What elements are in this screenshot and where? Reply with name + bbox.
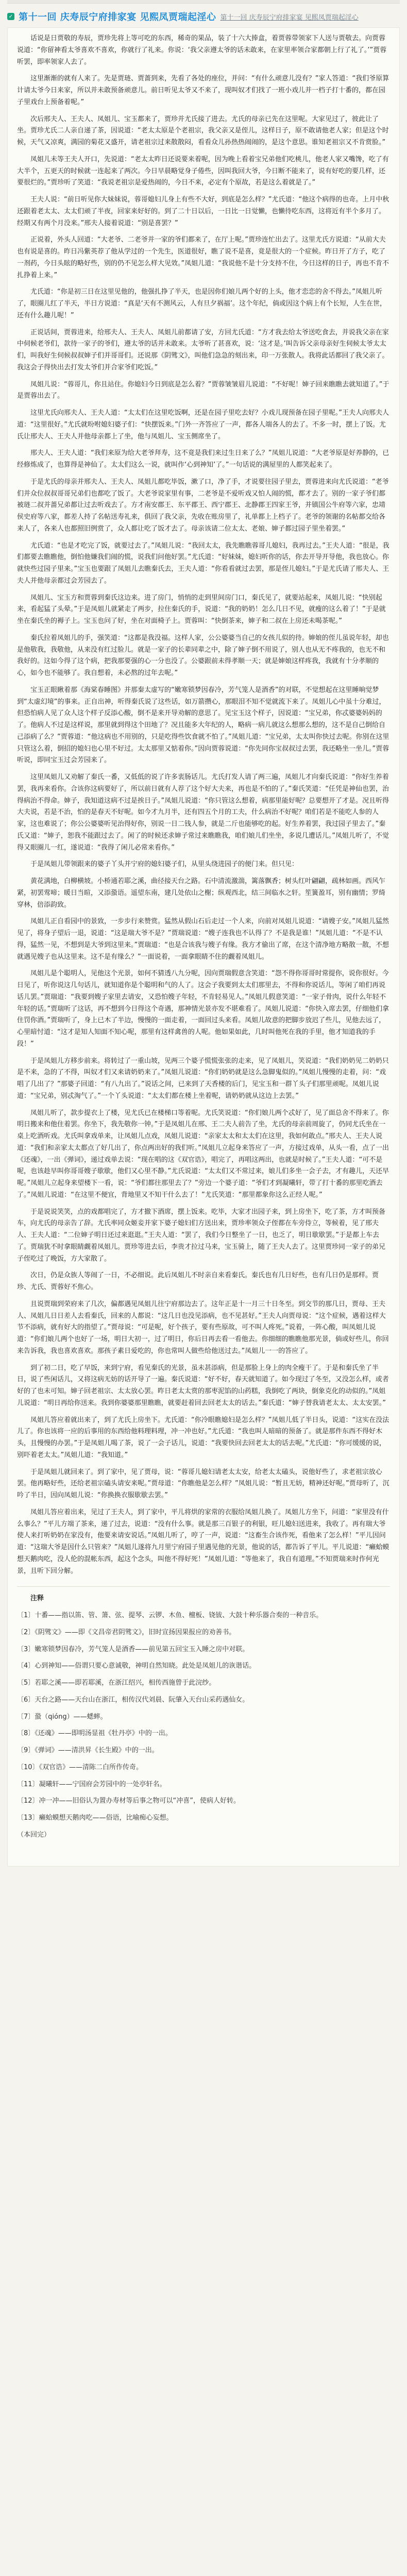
note-item: 〔2〕《阴骘文》——即《文昌帝君阴骘文》，旧时宣扬因果报应的劝善书。 xyxy=(17,1628,236,1636)
paragraph: 黄花满地，白柳横坡。小桥通若耶之溪，曲径接天台之路。石中清流激湍，篱落飘香；树头红叶翩翩，疏林如画。西风乍紧，初罢莺啼；暖日当暄，又添蛩语。遥望东南，建几处依山之榭；纵观西北，结三间临水之轩。笙簧盈耳，别有幽情；罗绮穿林，倍添韵致。 xyxy=(17,877,386,909)
paragraph: 尤氏道：“也是才吃完了饭，就要过去了。”凤姐儿说：“我回太太，我先瞧瞧蓉哥儿媳妇，我再过去。”王夫人道：“很是，我们都要去瞧瞧他，倒怕他嫌我们闹的慌，说我们问他好罢。”尤氏道：“好妹妹，媳妇听你的话，你去开导开导他，我也放心。你就快些过园子里来。”宝玉也要跟了凤姐儿去瞧秦氏去，王夫人道：“你看看就过去罢，那是侄儿媳妇。”于是尤氏请了邢夫人、王夫人并他母亲都过会芳园去了。 xyxy=(17,541,389,585)
paragraph: 这里凤姐儿又劝解了秦氏一番，又低低的说了许多衷肠话儿。尤氏打发人请了两三遍，凤姐儿才向秦氏说道：“你好生养着罢，我再来看你。合该你这病要好了，所以前日就有人荐了这个好大夫来，再也是不怕的了。”秦氏笑道：“任凭是神仙也罢，治得病治不得命。婶子，我知道这病不过是挨日子。”凤姐儿说道：“你只管这么想着，病那里能好呢？总要想开了才是。况且听得大夫说，若是不治，怕的是春天不好呢。如今才九月半，还有四五个月的工夫，什么病治不好呢？咱们若是不能吃人参的人家，这也难说了；你公公婆婆听见治得好你，别说一日二钱人参，就是二斤也能够吃的起。好生养着罢，我过园子里去了。”秦氏又道：“婶子，恕我不能跟过去了。闲了的时候还求婶子常过来瞧瞧我，咱们娘儿们坐坐，多说几遭话儿。”凤姐儿听了，不觉得又眼圈儿一红，遂说道：“我得了闲儿必常来看你。” xyxy=(17,773,389,852)
paragraph: 且说贾瑞到荣府来了几次，偏都遇见凤姐儿往宁府那边去了。这年正是十一月三十日冬至。到交节的那几日，贾母、王夫人、凤姐儿日日差人去看秦氏，回来的人都说：“这几日也没见添病，也不见甚好。”王夫人向贾母说：“这个症候，遇着这样大节不添病，就有好大的指望了。”贾母说：“可是呢，好个孩子，要有些原故，可不叫人疼死。”说着，一阵心酸，叫凤姐儿说道：“你们娘儿两个也好了一场，明日大初一，过了明日，你后日再去看一看他去。你细细的瞧瞧他那光景，倘或好些儿，你回来告诉我，我也喜欢喜欢。那孩子素日爱吃的，你也常叫人做些给他送过去。”凤姐儿一一的答应了。 xyxy=(17,1300,389,1355)
notes-list xyxy=(17,1610,390,1824)
divider xyxy=(17,1586,390,1587)
paragraph: 凤姐儿是个聪明人，见他这个光景，如何不猜透八九分呢，因向贾瑞假意含笑道：“怨不得你哥哥时常提你，说你很好。今日见了，听你说这几句话儿，就知道你是个聪明和气的人了。这会子我要到太太们那里去，不得和你说话儿，等闲了咱们再说话儿罢。”贾瑞道：“我要到嫂子家里去请安，又恐怕嫂子年轻，不肯轻易见人。”凤姐儿假意笑道：“一家子骨肉，说什么年轻不年轻的话。”贾瑞听了这话，再不想到今日得这个奇遇，那神情光景亦发不堪难看了。凤姐儿说道：“你快入席去罢，仔细他们拿住罚你酒。”贾瑞听了，身上已木了半边，慢慢的一面走着，一面回过头来看。凤姐儿故意的把脚步放迟了些儿，见他去远了，心里暗忖道：“这才是知人知面不知心呢，那里有这样禽兽的人呢。他如果如此，几时叫他死在我的手里，他才知道我的手段！” xyxy=(17,970,389,1048)
chapter-link[interactable]: 第十一回 庆寿辰宁府排家宴 见熙凤贾瑞起淫心 xyxy=(220,13,359,22)
title-check-icon: ✓ xyxy=(7,13,14,20)
note-item: 〔13〕癞蛤蟆想天鹅肉吃——俗语，比喻痴心妄想。 xyxy=(17,1814,173,1822)
paragraph: 凤姐儿答应着出来，见过了王夫人，到了家中，平儿将烘的家常的衣服给凤姐儿换了。凤姐儿方坐下，问道：“家里没有什么事么？”平儿方端了茶来，递了过去，说道：“没有什么事。就是那三百银子的利银，旺儿媳妇送进来，我收了。再有瑞大爷使人来打听奶奶在家没有，他要来请安说话。”凤姐儿听了，哼了一声，说道：“这畜生合该作死，看他来了怎么样！”平儿因问道：“这瑞大爷是因什么只管来？”凤姐儿遂将九月里宁府园子里遇见他的光景，他说的话，都告诉了平儿。平儿说道：“癞蛤蟆想天鹅肉吃，没人伦的混帐东西，起这个念头，叫他不得好死！”凤姐儿道：“等他来了，我自有道理。”不知贾瑞来时作何光景，且听下回分解。 xyxy=(17,1508,389,1575)
paragraph: 于是凤姐儿就回来了。到了家中，见了贾母，说：“蓉哥儿媳妇请老太太安，给老太太磕头，说他好些了，求老祖宗放心罢。他再略好些，还给老祖宗磕头请安来呢。”贾母道：“你瞧他是怎么样？”凤姐儿说：“暂且无妨，精神还好呢。”贾母听了，沉吟了半日，因向凤姐儿说：“你换换衣服歇歇去罢。” xyxy=(17,1468,389,1499)
paragraph: 凤姐儿、宝玉方和贾蓉到秦氏这边来。进了房门，悄悄的走到里间房门口，秦氏见了，就要站起来，凤姐儿说：“快别起来，看起猛了头晕。”于是凤姐儿就紧走了两步，拉住秦氏的手，说道：“我的奶奶！怎么几日不见，就瘦的这么着了！”于是就坐在秦氏坐的褥子上。宝玉也问了好，坐在对面椅子上。贾蓉叫：“快倒茶来，婶子和二叔在上房还未喝茶呢。” xyxy=(17,594,386,625)
paragraph: 凤姐儿正自看园中的景致，一步步行来赞赏。猛然从假山石后走过一个人来，向前对凤姐儿说道：“请嫂子安。”凤姐儿猛然见了，将身子望后一退，说道：“这是瑞大爷不是？”贾瑞说道：“嫂子连我也不认得了？不是我是谁！”凤姐儿道：“不是不认得，猛然一见，不想到是大爷到这里来。”贾瑞道：“也是合该我与嫂子有缘。我方才偷出了席，在这个清净地方略散一散，不想就遇见嫂子也从这里来。这不是有缘么？”一面说着，一面拿眼睛不住的觑着凤姐儿。 xyxy=(17,918,389,961)
notes-title: 注释 xyxy=(30,1595,44,1603)
note-item: 〔11〕凝曦轩——宁国府会芳园中的一处亭轩名。 xyxy=(17,1780,166,1788)
paragraph: 凤姐儿听了，款步提衣上了楼，见尤氏已在楼梯口等着呢。尤氏笑说道：“你们娘儿两个忒好了，见了面总舍不得来了。你明日搬来和他住着罢。你坐下，我先敬你一钟。”于是凤姐儿在邢、王二夫人前告了坐，尤氏的母亲前周旋了，仍同尤氏坐在一桌上吃酒听戏。尤氏叫拿戏单来，让凤姐儿点戏，凤姐儿说道：“亲家太太和太太们在这里，我如何敢点。”邢夫人、王夫人说道：“我们和亲家太太都点了好几出了，你点两出好的我们听。”凤姐儿立起身来答应了一声，方接过戏单，从头一看，点了一出《还魂》，一出《弹词》，递过戏单去说：“现在唱的这《双官诰》，唱完了，再唱这两出，也就是时候了。”王夫人道：“可不是呢，也该趁早叫你哥哥嫂子歇歇，他们又心里不静。”尤氏说道：“太太们又不常过来，娘儿们多坐一会子去，才有趣儿，天还早呢。”凤姐儿立起身来望楼下一看，说：“爷们都往那里去了？”旁边一个婆子道：“爷们才到凝曦轩，带了打十番的那里吃酒去了。”凤姐儿说道：“在这里不便宜，背地里又不知干什么去了！”尤氏笑道：“那里都象你这么正经人呢。” xyxy=(17,1109,389,1199)
end-marker: （本回完） xyxy=(17,1831,51,1839)
paragraph: 次后邢夫人、王夫人、凤姐儿、宝玉都来了，贾珍并尤氏接了进去。尤氏的母亲已先在这里呢。大家见过了，彼此让了坐。贾珍尤氏二人亲自递了茶，因说道：“老太太原是个老祖宗，我父亲又是侄儿，这样日子，原不敢请他老人家；但是这个时候，天气又凉爽，满园的菊花又盛开，请老祖宗过来散散闷，看看众儿孙热热闹闹的，是这个意思。谁知老祖宗又不肯赏脸。” xyxy=(17,115,389,146)
note-item: 〔8〕《还魂》——即明汤显祖《牡丹亭》中的一出。 xyxy=(17,1730,172,1738)
paragraph: 这里渐渐的就有人来了。先是贾琏、贾蔷到来，先看了各处的座位，并问：“有什么顽意儿没有？”家人答道：“我们爷原算计请太爷今日来家，所以并未敢预备顽意儿。前日听见太爷又不来了，现叫奴才们找了一班小戏儿并一档子打十番的，都在园子里戏台上预备着呢。” xyxy=(17,75,389,106)
note-item: 〔7〕蛩（qióng）——蟋蟀。 xyxy=(17,1713,107,1721)
paragraph: 于是凤姐儿带领跟来的婆子丫头并宁府的媳妇婆子们，从里头绕进园子的便门来。但只见： xyxy=(30,860,299,869)
paragraph: 邢夫人、王夫人道：“我们来原为给大老爷拜寿，这不竟是我们来过生日来了么？”凤姐儿说道：“大老爷原是好养静的，已经修炼成了，也算得是神仙了。太太们这么一说，就叫作‘心到神知’了。”一句话说的满屋里的人都笑起来了。 xyxy=(17,449,389,469)
paragraph: 于是说说笑笑，点的戏都唱完了，方才撤下酒席，摆上饭来。吃毕，大家才出园子来，到上房坐下，吃了茶，方才叫预备车，向尤氏的母亲告了辞。尤氏率同众姬妾并家下婆子媳妇们方送出来，贾珍率领众子侄都在车旁侍立，等候着，见了邢夫人、王夫人道：“二位婶子明日还过来逛逛。”王夫人道：“罢了，我们今日整坐了一日，也乏了，明日歇歇罢。”于是都上车去了。贾瑞犹不时拿眼睛觑着凤姐儿。贾珍等进去后，李贵才拉过马来，宝玉骑上，随了王夫人去了。这里贾珍同一家子的弟兄子侄吃过了晚饭，方大家散了。 xyxy=(17,1208,386,1263)
note-item: 〔10〕《双官诰》——清陈二白所作传奇。 xyxy=(17,1763,143,1771)
article-content xyxy=(7,27,400,1867)
note-item: 〔12〕冲一冲——旧俗认为置办寿材等后事之物可以“冲喜”，使病人好转。 xyxy=(17,1797,241,1805)
paragraph: 凤姐儿答应着就出来了，到了尤氏上房坐下。尤氏道：“你冷眼瞧媳妇是怎么样？”凤姐儿低了半日头，说道：“这实在没法儿了。你也该将一应的后事用的东西给他料理料理，冲一冲也好。”尤氏道：“我也叫人暗暗的预备了。就是那件东西不得好木头，且慢慢的办罢。”于是凤姐儿喝了茶，说了一会子话儿，说道：“我要快回去回老太太的话去呢。”尤氏道：“你可缓缓的说，别吓着老太太。”凤姐儿道：“我知道。” xyxy=(17,1416,389,1459)
paragraph: 于是尤氏的母亲并邢夫人、王夫人、凤姐儿都吃毕饭，漱了口，净了手，才说要往园子里去，贾蓉进来向尤氏说道：“老爷们并众位叔叔哥哥兄弟们也都吃了饭了。大老爷说家里有事，二老爷是不爱听戏又怕人闹的慌，都才去了。别的一家子爷们都被琏二叔并蔷兄弟都让过去听戏去了。方才南安郡王、东平郡王、西宁郡王、北静郡王四家王爷，并镇国公牛府等六家，忠靖侯史府等八家，都差人持了名帖送寿礼来，俱回了我父亲，先收在账房里了，礼单都上上档子了。老爷的领谢的名帖都交给各来人了，各来人也都照旧例赏了，众人都让吃了饭才去了。母亲该请二位太太、老娘、婶子都过园子里坐着罢。” xyxy=(17,478,389,533)
note-item: 〔6〕天台之路——天台山在浙江，相传汉代刘晨、阮肇入天台山采药遇仙女。 xyxy=(17,1696,249,1704)
paragraph: 凤姐儿未等王夫人开口，先说道：“老太太昨日还说要来着呢，因为晚上看着宝兄弟他们吃桃儿，他老人家又嘴馋，吃了有大半个，五更天的时候就一连起来了两次。今日早晨略觉身子倦些，因叫我回大爷，今日断不能来了，说有好吃的要几样，还要很烂的。”贾珍听了笑道：“我说老祖宗是爱热闹的，今日不来，必定有个原故，若是这么着就是了。” xyxy=(17,155,389,187)
note-item: 〔1〕十番——指以笛、管、箫、弦、提琴、云锣、木鱼、檀板、铙钹、大鼓十种乐器合奏的一种音乐。 xyxy=(17,1612,323,1619)
paragraph: 秦氏拉着凤姐儿的手，强笑道：“这都是我没福。这样人家，公公婆婆当自己的女孩儿似的待。婶娘的侄儿虽说年轻，却也是他敬我，我敬他，从来没有红过脸儿。就是一家子的长辈同辈之中，除了婶子倒不用说了，别人也从无不疼我的，也无不和我好的。这如今得了这个病，把我那要强的心一分也没了。公婆跟前未得孝顺一天；就是婶娘这样疼我，我就有十分孝顺的心，如今也不能够了。我自想着，未必熬的过年去呢。” xyxy=(17,634,389,677)
paragraph: 话说是日贾敬的寿辰，贾珍先将上等可吃的东西，稀奇的果品，装了十六大捧盒，着贾蓉带领家下人送与贾敬去。向贾蓉说道：“你留神看太爷喜欢不喜欢，你就行了礼来。你说：‘我父亲遵太爷的话未敢来，在家里率领合家都朝上行了礼了。’”贾蓉听罢，即率领家人去了。 xyxy=(17,35,387,66)
paragraph: 次日，仍是众族人等闹了一日，不必细说。此后凤姐儿不时亲自来看秦氏。秦氏也有几日好些，也有几日仍是那样。贾珍、尤氏、贾蓉好不焦心。 xyxy=(17,1272,379,1291)
top-band xyxy=(7,0,400,4)
paragraph: 正说着，外头人回道：“大老爷、二老爷并一家的爷们都来了，在厅上呢。”贾珍连忙出去了。这里尤氏方说道：“从前大夫也有说是喜的。昨日冯紫英荐了他从学过的一个先生，医道很好，瞧了说不是喜，竟是很大的一个症候。昨日开了方子，吃了一剂药，今日头眩的略好些，别的仍不见怎么样大见效。”凤姐儿道：“我说他不是十分支持不住，今日这样的日子，再也不肯不扎挣着上来。” xyxy=(17,236,389,279)
paragraph: 这里尤氏向邢夫人、王夫人道：“太太们在这里吃饭啊，还是在园子里吃去好？小戏儿现预备在园子里呢。”王夫人向邢夫人道：“这里很好。”尤氏就吩咐媳妇婆子们：“快摆饭来。”门外一齐答应了一声，都各人端各人的去了。不多一时，摆上了饭。尤氏让邢夫人、王夫人并他母亲都上了坐，他与凤姐儿、宝玉侧席坐了。 xyxy=(17,409,389,440)
page-title: 第十一回 庆寿辰宁府排家宴 见熙凤贾瑞起淫心 xyxy=(19,12,216,23)
paragraph: 王夫人说：“前日听见你大妹妹说，蓉哥媳妇儿身上有些不大好，到底是怎么样？”尤氏道：“他这个病得的也奇。上月中秋还跟着老太太、太太们顽了半夜，回家来好好的。到了二十日以后，一日比一日觉懒，也懒待吃东西，这将近有半个多月了。经期又有两个月没来。”邢夫人接着说道：“别是喜罢？” xyxy=(17,196,389,227)
paragraph: 到了初二日，吃了早饭，来到宁府，看见秦氏的光景，虽未甚添病，但是那脸上身上的肉全瘦干了。于是和秦氏坐了半日，说了些闲话儿，又将这病无妨的话开导了一遍。秦氏说道：“好不好，春天就知道了。如今现过了冬至，又没怎么样，或者好的了也未可知。婶子回老祖宗、太太放心罢。昨日老太太赏的那枣泥馅的山药糕，我倒吃了两块，倒象克化的动似的。”凤姐儿说道：“明日再给你送来。我到你婆婆那里瞧瞧，就要赶着回去回老太太的话去。”秦氏道：“婶子替我请老太太、太太安罢。” xyxy=(17,1364,389,1407)
paragraph: 宝玉正眼瞅着那《海棠春睡图》并那秦太虚写的“嫩寒锁梦因春冷，芳气笼人是酒香”的对联，不觉想起在这里睡晌觉梦到“太虚幻境”的事来。正自出神，听得秦氏说了这些话，如万箭攒心，那眼泪不知不觉就流下来了。凤姐儿心中虽十分难过，但恐怕病人见了众人这个样子反添心酸，倒不是来开导劝解的意思了。见宝玉这个样子，因说道：“宝兄弟，你忒婆婆妈妈的了。他病人不过是这样说，那里就到得这个田地了？况且能多大年纪的人，略病一病儿就这么想那么想的，这不是自己倒给自己添病了么？”贾蓉道：“他这病也不用别的，只是吃得些饮食就不怕了。”凤姐儿道：“宝兄弟，太太叫你快过去呢。你别在这里只管这么着，倒招的媳妇也心里不好过。太太那里又惦着你。”因向贾蓉说道：“你先同你宝叔叔过去罢，我还略坐一坐儿。”贾蓉听说，即同宝玉过会芳园来了。 xyxy=(17,686,389,765)
note-item: 〔3〕嫩寒锁梦因春冷，芳气笼人是酒香——前见第五回宝玉入睡之房中对联。 xyxy=(17,1645,249,1653)
title-row xyxy=(7,10,400,23)
paragraph-list xyxy=(17,33,390,1577)
bottom-spacer xyxy=(17,1846,390,1859)
note-item: 〔5〕若耶之溪——即若耶溪，在浙江绍兴，相传西施曾于此浣纱。 xyxy=(17,1679,216,1687)
paragraph: 正说话间，贾蓉进来，给邢夫人、王夫人、凤姐儿前都请了安，方回尤氏道：“方才我去给太爷送吃食去，并说我父亲在家中伺候老爷们，款待一家子的爷们，遵太爷的话并未敢来。太爷听了甚喜欢，说：‘这才是。’叫告诉父亲母亲好生伺候太爷太太们，叫我好生伺候叔叔婶子们并哥哥们。还说那《阴骘文》，叫他们急急的刻出来，印一万张散人。我将此话都回了我父亲了。我这会子得快出去打发太爷们并合家爷们吃饭。” xyxy=(17,328,389,371)
paragraph: 尤氏道：“你是初三日在这里见他的，他强扎挣了半天，也是因你们娘儿两个好的上头，他才恋恋的舍不得去。”凤姐儿听了，眼圈儿红了半天，半日方说道：“真是‘天有不测风云，人有旦夕祸福’。这个年纪，倘或因这个病上有个长短，人生在世，还有什么趣儿呢！” xyxy=(17,288,387,319)
note-item: 〔4〕心到神知——俗谓只要心意诚敬，神明自然知晓。此处是凤姐儿的诙谐话。 xyxy=(17,1662,256,1670)
note-item: 〔9〕《弹词》——清洪昇《长生殿》中的一出。 xyxy=(17,1747,159,1754)
paragraph: 凤姐儿说：“蓉哥儿，你且站住。你媳妇今日到底是怎么着？”贾蓉皱皱眉儿说道：“不好呢！婶子回来瞧瞧去就知道了。”于是贾蓉出去了。 xyxy=(17,380,389,400)
paragraph: 于是凤姐儿方移步前来。将转过了一重山坡，见两三个婆子慌慌张张的走来，见了凤姐儿，笑说道：“我们奶奶见二奶奶只是不来，急的了不得，叫奴才们又来请奶奶来了。”凤姐儿说道：“你们奶奶就是这么急脚鬼似的。”凤姐儿慢慢的走着，问：“戏唱了几出了？”那婆子回道：“有八九出了。”说话之间，已来到了天香楼的后门，见宝玉和一群丫头子们那里顽呢。凤姐儿说道：“宝兄弟，别忒淘气了。”一个丫头说道：“太太们都在楼上坐着呢，请奶奶就从这边上去罢。” xyxy=(17,1057,389,1100)
